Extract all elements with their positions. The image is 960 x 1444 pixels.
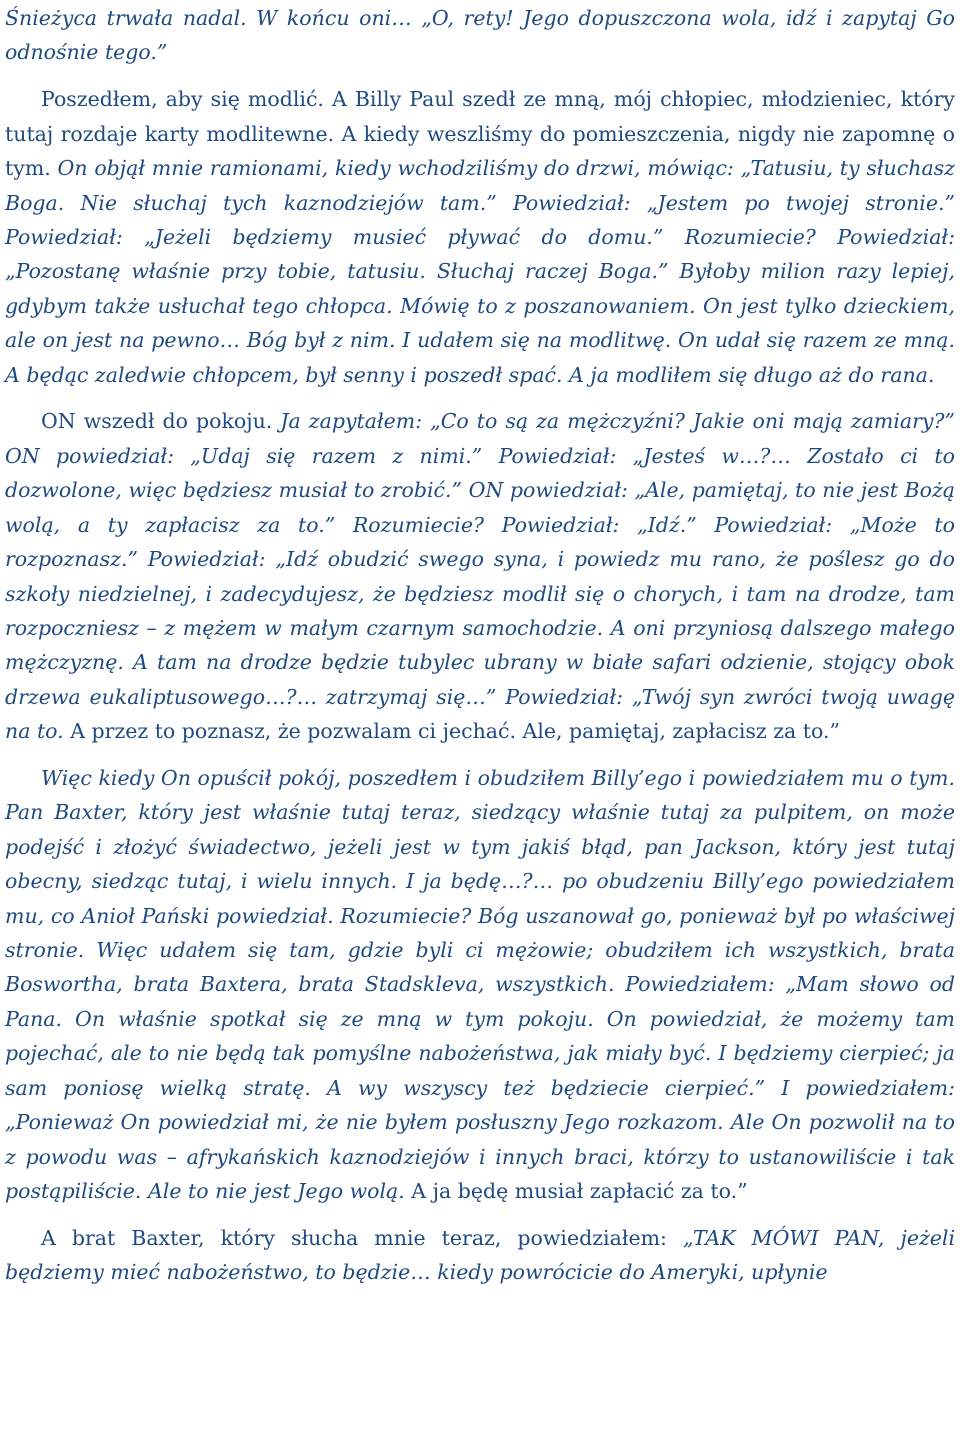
paragraph (5, 1, 955, 70)
document-page (5, 0, 955, 1302)
paragraph (5, 404, 955, 748)
text-segment: Poszedłem, aby się modlić. A Billy Paul szedł ze mną, mój chłopiec, młodzieniec, który tutaj rozdaje karty modlitewne. A kiedy weszliśmy do pomieszczenia, nigdy nie zapomnę o tym. (5, 87, 955, 181)
text-segment: On objął mnie ramionami, kiedy wchodziliśmy do drzwi, mówiąc: „Tatusiu, ty słuchasz Boga. Nie słuchaj tych kaznodziejów tam.” Powiedział: „Jestem po twojej stronie.” Powiedział: „Jeżeli będziemy musieć pływać do domu.” Rozumiecie? Powiedział: „Pozostanę właśnie przy tobie, tatusiu. Słuchaj raczej Boga.” Byłoby milion razy lepiej, gdybym także usłuchał tego chłopca. Mówię to z poszanowaniem. On jest tylko dzieckiem, ale on jest na pewno… Bóg był z nim. I udałem się na modlitwę. On udał się razem ze mną. A będąc zaledwie chłopcem, był senny i poszedł spać. A ja modliłem się długo aż do rana. (5, 156, 955, 387)
paragraph (5, 82, 955, 392)
text-segment: Śnieżyca trwała nadal. W końcu oni… „O, rety! Jego dopuszczona wola, idź i zapytaj Go odnośnie tego.” (5, 6, 955, 65)
paragraph (5, 1221, 955, 1290)
text-segment: ON wszedł do pokoju. (41, 409, 281, 434)
text-segment: „TAK MÓWI PAN, jeżeli będziemy mieć nabożeństwo, to będzie… kiedy powrócicie do Ameryki, upłynie (5, 1225, 956, 1285)
paragraph (5, 761, 955, 1208)
text-segment: Ja zapytałem: „Co to są za mężczyźni? Jakie oni mają zamiary?” ON powiedział: „Udaj się razem z nimi.” Powiedział: „Jesteś w…?… Zostało ci to dozwolone, więc będziesz musiał to zrobić.” ON powiedział: „Ale, pamiętaj, to nie jest Bożą wolą, a ty zapłacisz za to.” Rozumiecie? Powiedział: „Idź.” Powiedział: „Może to rozpoznasz.” Powiedział: „Idź obudzić swego syna, i powiedz mu rano, że poślesz go do szkoły niedzielnej, i zadecydujesz, że będziesz modlił się o chorych, i tam na drodze, tam rozpoczniesz – z mężem w małym czarnym samochodzie. A oni przyniosą dalszego małego mężczyznę. A tam na drodze będzie tubylec ubrany w białe safari odzienie, stojący obok drzewa eukaliptusowego…?… zatrzymaj się…” Powiedział: „Twój syn zwróci twoją uwagę na to. (5, 409, 955, 744)
text-segment: Więc kiedy On opuścił pokój, poszedłem i obudziłem Billy’ego i powiedziałem mu o tym. Pan Baxter, który jest właśnie tutaj teraz, siedzący właśnie tutaj za pulpitem, on może podejść i złożyć świadectwo, jeżeli jest w tym jakiś błąd, pan Jackson, który jest tutaj obecny, siedząc tutaj, i wielu innych. I ja będę…?… po obudzeniu Billy’ego powiedziałem mu, co Anioł Pański powiedział. Rozumiecie? Bóg uszanował go, ponieważ był po właściwej stronie. Więc udałem się tam, gdzie byli ci mężowie; obudziłem ich wszystkich, brata Boswortha, brata Baxtera, brata Stadskleva, wszystkich. Powiedziałem: „Mam słowo od Pana. On właśnie spotkał się ze mną w tym pokoju. On powiedział, że możemy tam pojechać, ale to nie będą tak pomyślne nabożeństwa, jak miały być. I będziemy cierpieć; ja sam poniosę wielką stratę. A wy wszyscy też będziecie cierpieć.” I powiedziałem: „Ponieważ On powiedział mi, że nie byłem posłuszny Jego rozkazom. Ale On pozwolił na to z powodu was – afrykańskich kaznodziejów i innych braci, którzy to ustanowiliście i tak postąpiliście. Ale to nie jest Jego wolą. (5, 766, 955, 1203)
text-segment: A ja będę musiał zapłacić za to.” (411, 1178, 748, 1203)
text-segment: A brat Baxter, który słucha mnie teraz, powiedziałem: (41, 1225, 683, 1250)
text-segment: A przez to poznasz, że pozwalam ci jechać. Ale, pamiętaj, zapłacisz za to.” (70, 719, 841, 744)
